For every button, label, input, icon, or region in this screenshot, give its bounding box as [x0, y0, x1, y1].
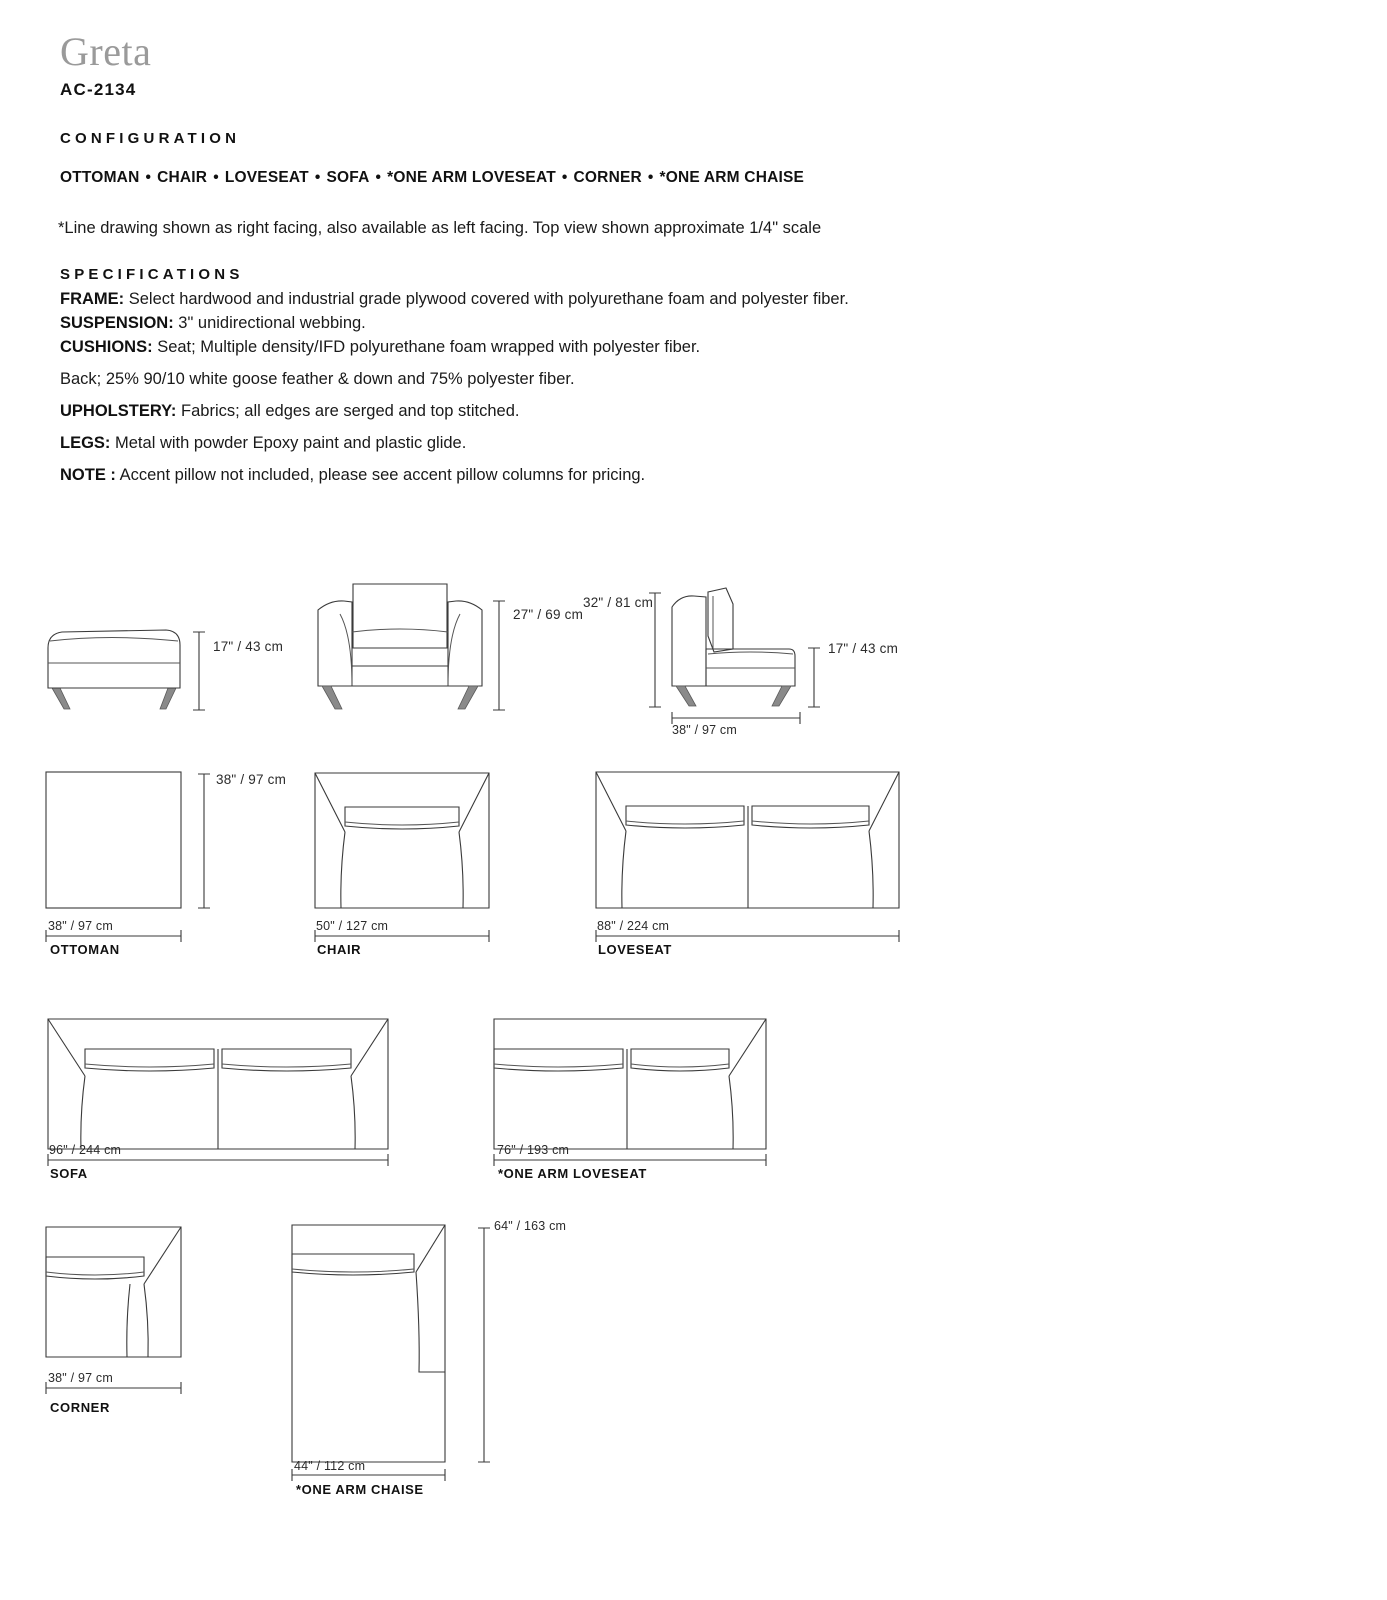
dim-chair-height: 27" / 69 cm [513, 607, 584, 622]
chair-elevation-drawing [318, 584, 482, 709]
config-item-corner: CORNER [573, 169, 642, 186]
spec-suspension-value: 3" unidirectional webbing. [178, 314, 366, 332]
dim-loveseat-width: 88" / 224 cm [597, 919, 670, 933]
dim-side-seat-height: 17" / 43 cm [828, 641, 899, 656]
dim-side-depth: 38" / 97 cm [672, 723, 737, 737]
spec-note [60, 466, 849, 485]
config-item-sofa: SOFA [326, 169, 370, 186]
spec-frame-key: FRAME: [60, 290, 125, 308]
ottoman-depth-dimension [198, 774, 210, 908]
config-separator: • [375, 169, 382, 186]
piece-label-one-arm-chaise: *ONE ARM CHAISE [296, 1482, 424, 1497]
dim-sofa-width: 96" / 244 cm [49, 1143, 122, 1157]
configuration-heading: CONFIGURATION [60, 130, 241, 147]
config-item-one-arm-chaise: *ONE ARM CHAISE [659, 169, 805, 186]
spec-back [60, 370, 849, 389]
one-arm-chaise-depth-dimension [478, 1228, 490, 1462]
dim-chair-width: 50" / 127 cm [316, 919, 389, 933]
sofa-plan-drawing [48, 1019, 388, 1149]
spec-note-key: NOTE : [60, 466, 116, 484]
spec-cushions [60, 338, 849, 357]
ottoman-plan-drawing [46, 772, 181, 908]
one-arm-chaise-plan-drawing [292, 1225, 445, 1462]
spec-note-value: Accent pillow not included, please see accent pillow columns for pricing. [119, 466, 646, 484]
specifications-heading: SPECIFICATIONS [60, 266, 244, 283]
facing-note: *Line drawing shown as right facing, also available as left facing. Top view shown approximate 1/4" scale [58, 219, 822, 237]
dim-one-arm-chaise-depth: 64" / 163 cm [494, 1219, 567, 1233]
config-separator: • [647, 169, 654, 186]
corner-plan-drawing [46, 1227, 181, 1357]
configuration-section [60, 130, 804, 187]
spec-legs [60, 434, 849, 453]
config-item-loveseat: LOVESEAT [224, 169, 309, 186]
ottoman-elevation-drawing [48, 630, 180, 709]
spec-frame-value: Select hardwood and industrial grade plywood covered with polyurethane foam and polyester fiber. [128, 290, 849, 308]
specifications-section [60, 266, 849, 485]
model-code: AC-2134 [60, 80, 137, 99]
chair-height-dimension [493, 601, 505, 710]
spec-upholstery-value: Fabrics; all edges are serged and top stitched. [181, 402, 520, 420]
dim-corner-width: 38" / 97 cm [48, 1371, 113, 1385]
spec-legs-key: LEGS: [60, 434, 111, 452]
ottoman-height-dimension [193, 632, 205, 710]
dim-ottoman-depth: 38" / 97 cm [216, 772, 287, 787]
one-arm-loveseat-plan-drawing [494, 1019, 766, 1149]
spec-frame [60, 290, 849, 309]
spec-upholstery-key: UPHOLSTERY: [60, 402, 177, 420]
config-item-one-arm-loveseat: *ONE ARM LOVESEAT [387, 169, 556, 186]
config-separator: • [213, 169, 219, 186]
dim-ottoman-width: 38" / 97 cm [48, 919, 113, 933]
config-item-ottoman: OTTOMAN [60, 169, 140, 186]
side-elevation-drawing [672, 588, 795, 706]
config-separator: • [145, 169, 152, 186]
spec-cushions-key: CUSHIONS: [60, 338, 153, 356]
side-seat-height-dimension [808, 648, 820, 707]
spec-suspension [60, 314, 849, 333]
piece-label-corner: CORNER [50, 1400, 110, 1415]
piece-label-one-arm-loveseat: *ONE ARM LOVESEAT [498, 1166, 647, 1181]
spec-upholstery [60, 402, 849, 421]
piece-label-loveseat: LOVESEAT [598, 942, 672, 957]
dim-one-arm-loveseat-width: 76" / 193 cm [497, 1143, 570, 1157]
config-separator: • [561, 169, 568, 186]
piece-label-sofa: SOFA [50, 1166, 88, 1181]
spec-cushions-value: Seat; Multiple density/IFD polyurethane foam wrapped with polyester fiber. [157, 338, 701, 356]
brand-name: Greta [60, 29, 152, 74]
page-header [60, 29, 152, 100]
config-item-chair: CHAIR [157, 169, 208, 186]
dim-one-arm-chaise-width: 44" / 112 cm [294, 1459, 366, 1473]
configuration-list [60, 169, 804, 187]
spec-legs-value: Metal with powder Epoxy paint and plastic glide. [115, 434, 467, 452]
spec-back-value: Back; 25% 90/10 white goose feather & down and 75% polyester fiber. [60, 370, 575, 388]
piece-label-ottoman: OTTOMAN [50, 942, 120, 957]
dim-side-back-height: 32" / 81 cm [583, 595, 654, 610]
dim-ottoman-height: 17" / 43 cm [213, 639, 284, 654]
loveseat-plan-drawing [596, 772, 899, 908]
piece-label-chair: CHAIR [317, 942, 362, 957]
chair-plan-drawing [315, 773, 489, 908]
side-back-height-dimension [649, 593, 661, 707]
config-separator: • [314, 169, 321, 186]
spec-suspension-key: SUSPENSION: [60, 314, 174, 332]
